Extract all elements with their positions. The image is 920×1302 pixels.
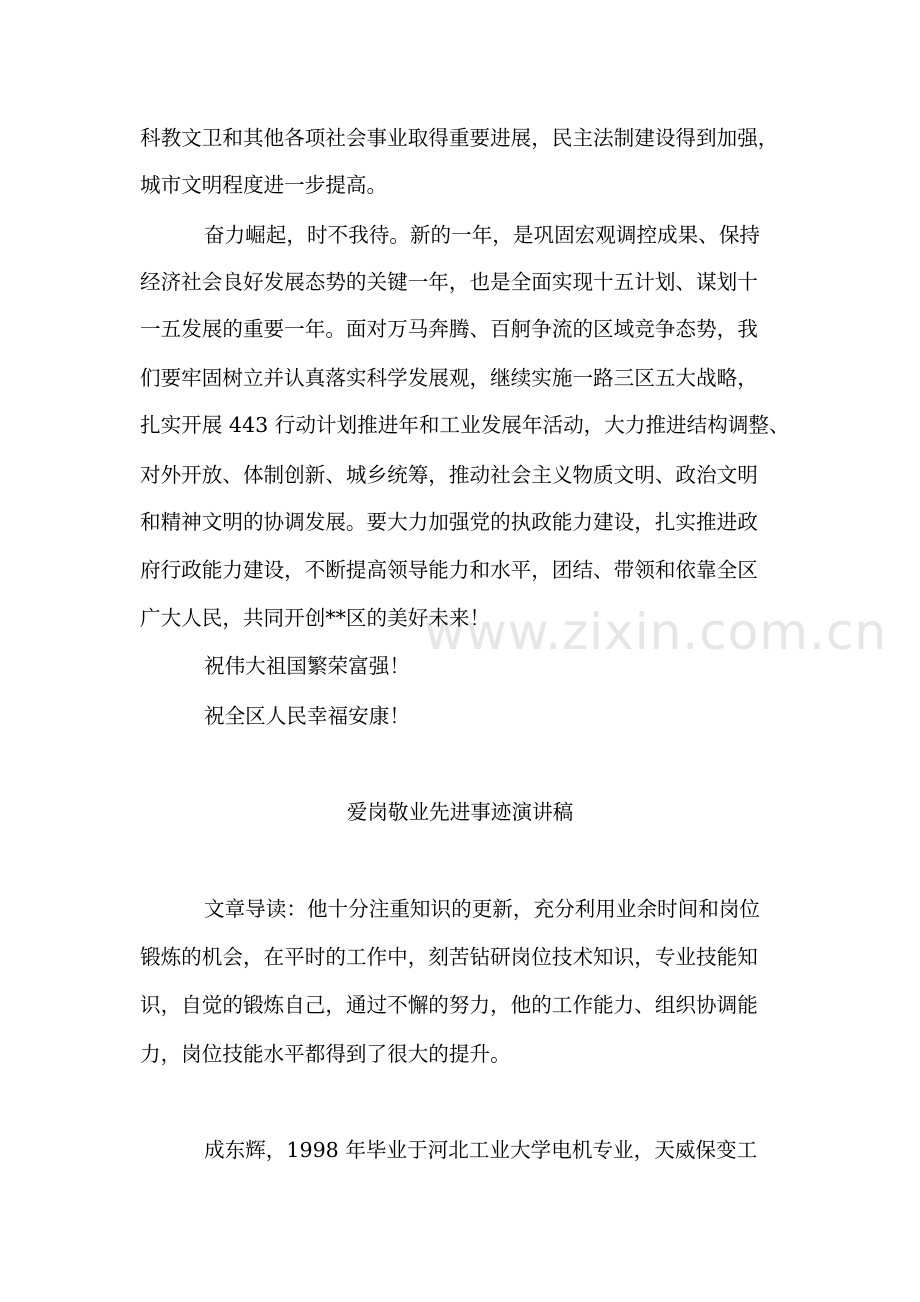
text-line: 经济社会良好发展态势的关键一年，也是全面实现十五计划、谋划十 — [140, 270, 758, 294]
text-line: 们要牢固树立并认真落实科学发展观，继续实施一路三区五大战略， — [140, 366, 758, 390]
watermark: www.zixin.com.cn — [424, 603, 888, 661]
article-title: 爱岗敬业先进事迹演讲稿 — [346, 800, 574, 824]
paragraph-start-line: 奋力崛起，时不我待。新的一年，是巩固宏观调控成果、保持 — [204, 223, 761, 247]
text-line: 锻炼的机会，在平时的工作中，刻苦钻研岗位技术知识，专业技能知 — [140, 945, 758, 969]
text-line: 对外开放、体制创新、城乡统筹，推动社会主义物质文明、政治文明 — [140, 463, 758, 487]
text-line: 识，自觉的锻炼自己，通过不懈的努力，他的工作能力、组织协调能 — [140, 993, 758, 1017]
text-line: 广大人民，共同开创**区的美好未来！ — [140, 606, 491, 630]
text-line: 一五发展的重要一年。面对万马奔腾、百舸争流的区域竞争态势，我 — [140, 317, 758, 341]
closing-line: 祝全区人民幸福安康！ — [204, 704, 410, 728]
closing-line: 祝伟大祖国繁荣富强！ — [204, 654, 410, 678]
text-line: 城市文明程度进一步提高。 — [140, 173, 388, 197]
text-line: 科教文卫和其他各项社会事业取得重要进展，民主法制建设得到加强， — [140, 126, 779, 150]
intro-start-line: 文章导读：他十分注重知识的更新，充分利用业余时间和岗位 — [204, 897, 761, 921]
text-line: 扎实开展 443 行动计划推进年和工业发展年活动，大力推进结构调整、 — [140, 413, 790, 437]
body-start-line: 成东辉，1998 年毕业于河北工业大学电机专业，天威保变工 — [204, 1138, 758, 1162]
text-line: 力，岗位技能水平都得到了很大的提升。 — [140, 1042, 511, 1066]
text-line: 府行政能力建设，不断提高领导能力和水平，团结、带领和依靠全区 — [140, 558, 758, 582]
text-line: 和精神文明的协调发展。要大力加强党的执政能力建设，扎实推进政 — [140, 510, 758, 534]
